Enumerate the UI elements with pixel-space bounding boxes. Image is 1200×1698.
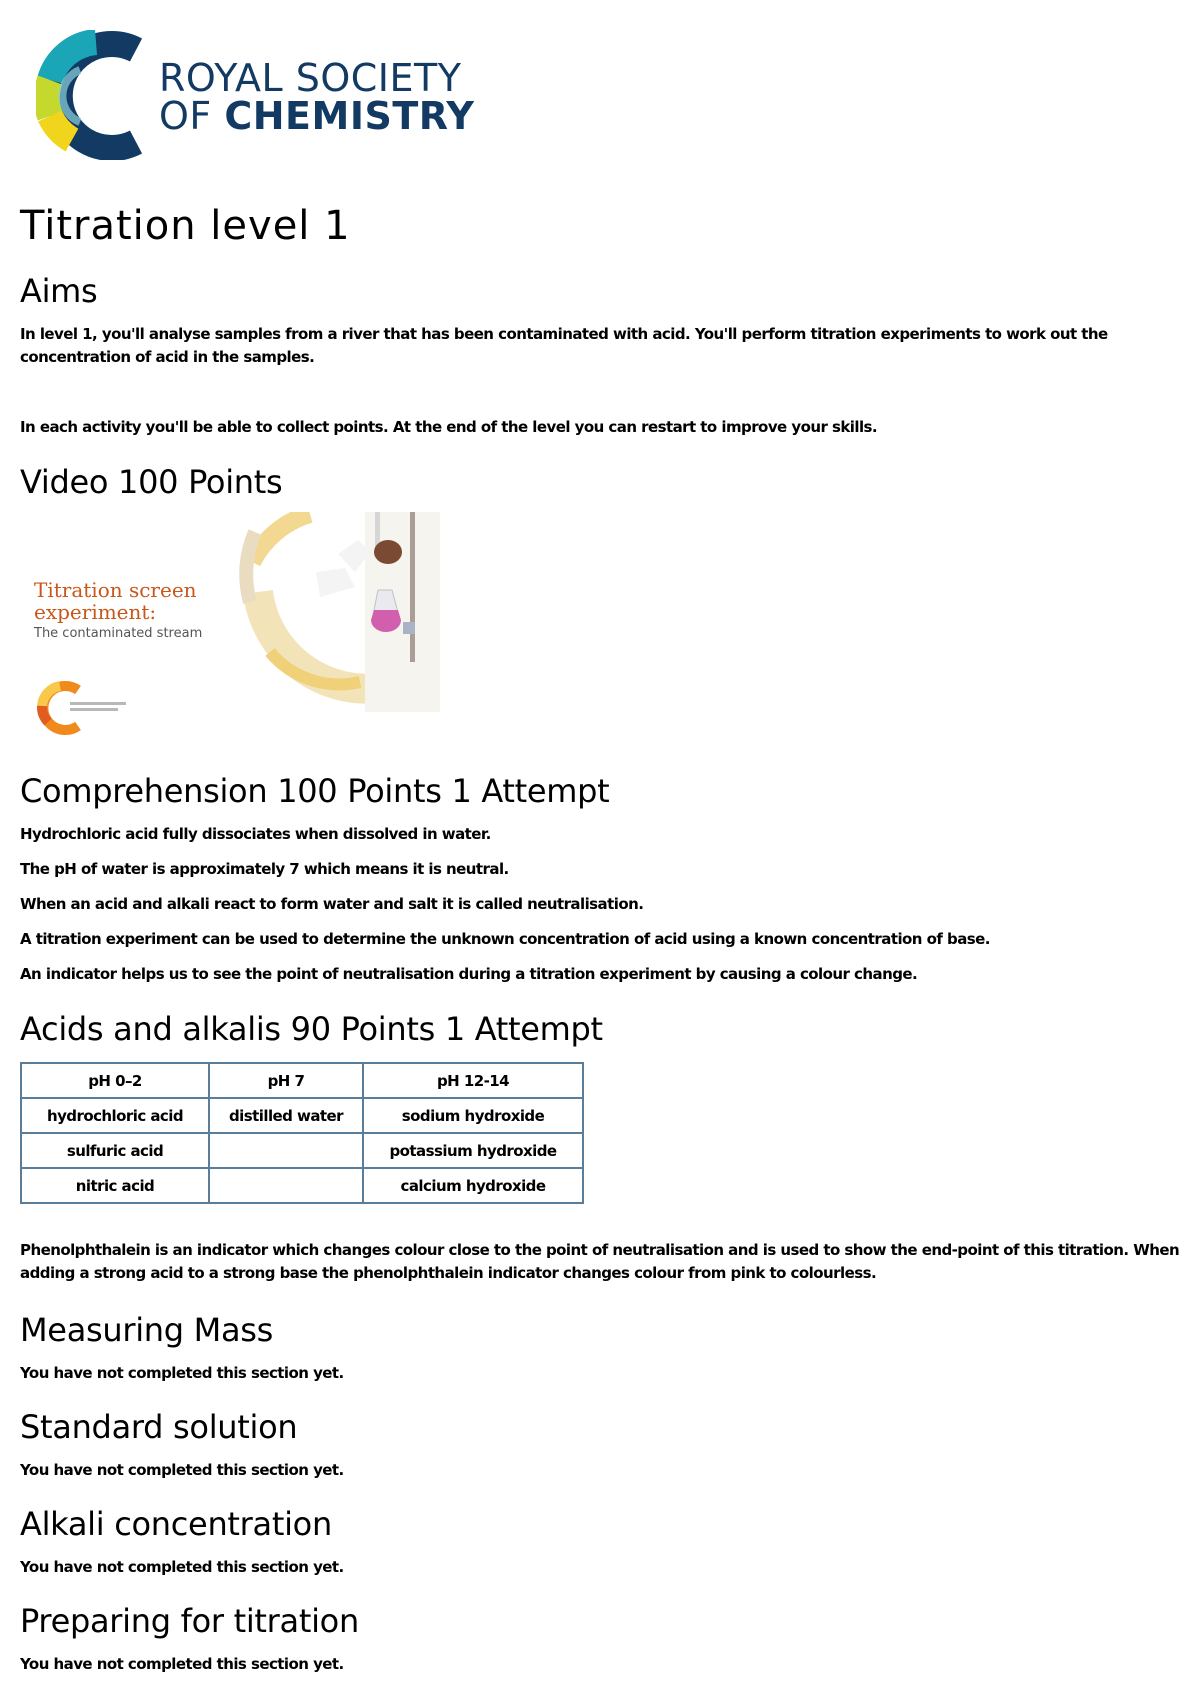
rsc-logo-mark-icon xyxy=(36,30,156,160)
table-row xyxy=(21,1098,583,1133)
table-cell: nitric acid xyxy=(21,1168,209,1203)
logo-text-line2 xyxy=(159,94,474,138)
comprehension-item: An indicator helps us to see the point of neutralisation during a titration experiment by causing a colour change. xyxy=(20,965,918,983)
table-cell: sodium hydroxide xyxy=(363,1098,583,1133)
comprehension-item: The pH of water is approximately 7 which means it is neutral. xyxy=(20,860,509,878)
video-thumb-subtitle: The contaminated stream xyxy=(34,626,203,641)
aims-heading: Aims xyxy=(20,272,98,310)
aims-paragraph-1: In level 1, you'll analyse samples from a river that has been contaminated with acid. You'll perform titration experiments to work out the concentration of acid in the samples. xyxy=(20,325,1108,366)
measuring-mass-heading: Measuring Mass xyxy=(20,1311,274,1349)
logo-text-line1: ROYAL SOCIETY xyxy=(159,56,462,100)
phenolphthalein-note: Phenolphthalein is an indicator which changes colour close to the point of neutralisation and is used to show the end-point of this titration. When adding a strong acid to a strong base the phenolphthalein indicator changes colour from pink to colourless. xyxy=(20,1241,1180,1282)
table-header-row xyxy=(21,1063,583,1098)
measuring-mass-status: You have not completed this section yet. xyxy=(20,1364,344,1382)
small-logo-text-icon xyxy=(70,700,128,716)
standard-solution-status: You have not completed this section yet. xyxy=(20,1461,344,1479)
table-header-cell: pH 0–2 xyxy=(21,1063,209,1098)
table-header-cell: pH 12-14 xyxy=(363,1063,583,1098)
comprehension-item: Hydrochloric acid fully dissociates when dissolved in water. xyxy=(20,825,491,843)
page-title: Titration level 1 xyxy=(20,203,351,249)
comprehension-item: A titration experiment can be used to determine the unknown concentration of acid using a known concentration of base. xyxy=(20,930,990,948)
alkali-concentration-heading: Alkali concentration xyxy=(20,1505,332,1543)
table-cell xyxy=(209,1133,363,1168)
table-cell: potassium hydroxide xyxy=(363,1133,583,1168)
table-cell: hydrochloric acid xyxy=(21,1098,209,1133)
standard-solution-heading: Standard solution xyxy=(20,1408,298,1446)
table-cell: calcium hydroxide xyxy=(363,1168,583,1203)
aims-paragraph-2: In each activity you'll be able to collect points. At the end of the level you can restart to improve your skills. xyxy=(20,418,878,436)
table-cell: sulfuric acid xyxy=(21,1133,209,1168)
video-thumb-title-line1: Titration screen xyxy=(34,578,197,602)
table-cell xyxy=(209,1168,363,1203)
acids-alkalis-table xyxy=(20,1062,584,1204)
table-header-cell: pH 7 xyxy=(209,1063,363,1098)
table-row xyxy=(21,1168,583,1203)
alkali-concentration-status: You have not completed this section yet. xyxy=(20,1558,344,1576)
table-row xyxy=(21,1133,583,1168)
acids-alkalis-heading: Acids and alkalis 90 Points 1 Attempt xyxy=(20,1010,603,1048)
table-cell: distilled water xyxy=(209,1098,363,1133)
comprehension-heading: Comprehension 100 Points 1 Attempt xyxy=(20,772,610,810)
video-heading: Video 100 Points xyxy=(20,463,283,501)
logo-text-chemistry: CHEMISTRY xyxy=(224,94,475,138)
comprehension-item: When an acid and alkali react to form water and salt it is called neutralisation. xyxy=(20,895,644,913)
preparing-titration-heading: Preparing for titration xyxy=(20,1602,359,1640)
video-thumb-title-line2: experiment: xyxy=(34,600,157,624)
video-thumbnail[interactable] xyxy=(20,512,440,742)
rsc-logo xyxy=(36,30,506,160)
preparing-titration-status: You have not completed this section yet. xyxy=(20,1655,344,1673)
logo-text-of: OF xyxy=(159,94,225,138)
